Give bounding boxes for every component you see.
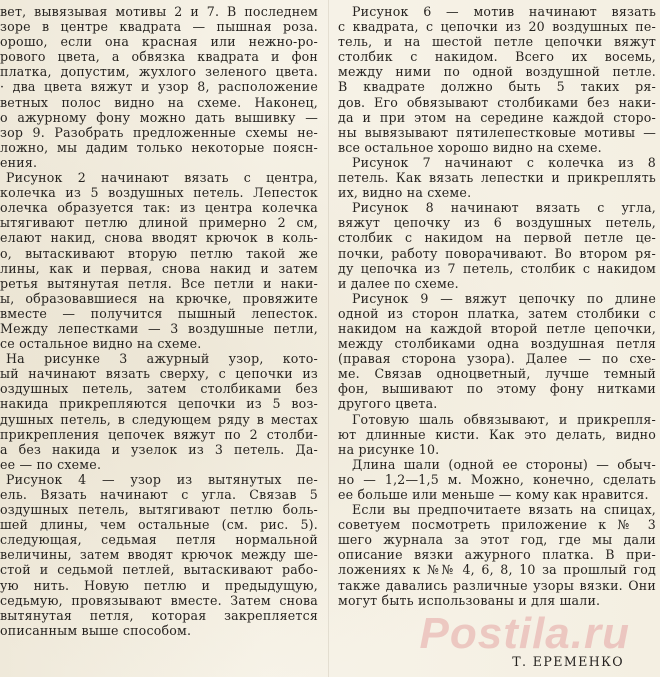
text-line: дов. Его обвязывают столбиками без наки- <box>338 94 656 110</box>
text-line: платка, допустим, жухлого зеленого цвета. <box>0 64 318 80</box>
text-line: Длина шали (одной ее стороны) — обыч- <box>352 456 656 472</box>
text-line: Если вы предпочитаете вязать на спицах, <box>352 502 656 518</box>
text-line: Готовую шаль обвязывают, и прикрепля- <box>352 411 656 427</box>
text-line: Рисунок 8 начинают вязать с угла, <box>352 200 656 216</box>
text-line: ретья вытянутая петля. Все петли и наки- <box>0 275 318 291</box>
text-line: колечка из 5 воздушных петель. Лепесток <box>0 185 318 201</box>
left-text-column <box>0 4 318 638</box>
text-line: да и при этом на середине каждой сторо- <box>338 109 656 125</box>
author-signature: Т. ЕРЕМЕНКО <box>512 654 624 669</box>
text-line: фон, вышивают по этому фону нитками <box>338 381 656 397</box>
text-line: с квадрата, с цепочки из 20 воздушных пе- <box>338 19 656 35</box>
text-line: оздушных петель, затем столбиками без <box>0 381 318 397</box>
text-line: ый начинают вязать сверху, с цепочки из <box>0 366 318 382</box>
text-line: ее больше или меньше — кому как нравится. <box>338 487 649 502</box>
text-line: ытягивают петлю длиной примерно 2 см, <box>0 215 318 231</box>
text-line: накида прикрепляются цепочки из 5 воз- <box>0 396 318 412</box>
text-line: накидом на каждой второй петле цепочки, <box>338 320 656 336</box>
text-line: величины, затем вводят крючок между ше- <box>0 547 318 563</box>
text-line: стой и седьмой петлей, вытаскивают рабо- <box>0 562 318 578</box>
text-line: о, вытаскивают вторую петлю такой же <box>0 245 318 261</box>
text-line: почки, работу поворачивают. Во втором ря- <box>338 245 656 261</box>
text-line: седьмую, провязывают вместе. Затем снова <box>0 592 318 608</box>
text-line: прикрепления цепочек вяжут по 2 столби- <box>0 426 318 442</box>
text-line: о ажурному фону можно дать вышивку — <box>0 109 318 125</box>
text-line: описанным выше способом. <box>0 622 192 638</box>
text-line: ны вывязывают пятилепестковые мотивы — <box>338 124 656 140</box>
text-line: следующая, седьмая петля нормальной <box>0 532 318 548</box>
text-line: все остальное хорошо видно на схеме. <box>338 139 602 155</box>
text-line: · два цвета вяжут и узор 8, расположение <box>0 79 318 95</box>
text-line: шего журнала за этот год, где мы дали <box>338 532 656 548</box>
text-line: елают накид, снова вводят крючок в коль- <box>0 230 318 246</box>
text-line: Рисунок 9 — вяжут цепочку по длине <box>352 290 656 306</box>
column-gutter <box>328 0 329 677</box>
text-line: В квадрате должно быть 5 таких ря- <box>338 79 656 95</box>
text-line: ветных полос видно на схеме. Наконец, <box>0 94 318 110</box>
text-line: ложениях к №№ 4, 6, 8, 10 за прошлый год <box>338 562 656 578</box>
text-line: ы, образовавшиеся на крючке, провяжите <box>0 290 318 306</box>
text-line: оздушных петель, вытягивают петлю боль- <box>0 502 318 518</box>
text-line: между столбиками одна воздушная петля <box>338 336 656 352</box>
text-line: советуем посмотреть приложение к № 3 <box>338 517 656 533</box>
text-line: Рисунок 2 начинают вязать с центра, <box>6 170 318 186</box>
text-line: петель. Как вязать лепестки и прикреплять <box>338 170 656 186</box>
text-line: вытянутая петля, которая закрепляется <box>0 607 318 623</box>
text-line: ложно, мы дадим только некоторые поясн- <box>0 139 318 155</box>
text-line: одной из сторон платка, затем столбики с <box>338 305 656 321</box>
text-line: зор 9. Разобрать предложенные схемы не- <box>0 124 318 140</box>
text-line: зоре в центре квадрата — пышная роза. <box>0 19 318 35</box>
text-line: и далее по схеме. <box>338 275 459 291</box>
text-line: (правая сторона узора). Далее — по схе- <box>338 351 656 367</box>
text-line: на рисунке 10. <box>338 441 440 457</box>
text-line: лины, как и первая, снова накид и затем <box>0 260 318 276</box>
text-line: другого цвета. <box>338 396 438 412</box>
text-line: олечка образуется так: из центра колечка <box>0 200 318 216</box>
text-line: также давались различные узоры вязки. Они <box>338 577 656 593</box>
text-line: ения. <box>0 154 38 170</box>
text-line: тель, и на шестой петле цепочки вяжут <box>338 34 656 50</box>
text-line: шей длины, чем остальные (см. рис. 5). <box>0 517 318 533</box>
text-line: вяжут цепочку из 6 воздушных петель, <box>338 215 656 231</box>
text-line: ель. Вязать начинают с угла. Связав 5 <box>0 487 318 502</box>
text-line: рового цвета, а обвязка квадрата и фон <box>0 49 318 65</box>
text-line: ее — по схеме. <box>0 456 102 472</box>
text-line: между ними по одной воздушной петле. <box>338 64 656 80</box>
text-line: На рисунке 3 ажурный узор, кото- <box>6 351 318 367</box>
text-line: столбик с накидом на первой петле це- <box>338 230 656 246</box>
text-line: их, видно на схеме. <box>338 185 472 201</box>
text-line: ду цепочка из 7 петель, столбик с накидом <box>338 260 656 276</box>
text-line: описание вязки ажурного платка. В при- <box>338 547 656 563</box>
text-line: Рисунок 6 — мотив начинают вязать <box>352 4 656 19</box>
text-line: вет, вывязывая мотивы 2 и 7. В последнем <box>0 4 318 19</box>
text-line: Рисунок 7 начинают с колечка из 8 <box>352 154 656 170</box>
text-line: Между лепестками — 3 воздушные петли, <box>0 320 318 336</box>
text-line: ме. Связав одноцветный, лучше темный <box>338 366 656 382</box>
text-line: но — 1,2—1,5 м. Можно, конечно, сделать <box>338 471 656 487</box>
right-text-column <box>338 4 656 608</box>
text-line: Рисунок 4 — узор из вытянутых пе- <box>6 471 318 487</box>
text-line: орошо, если она красная или нежно-ро- <box>0 34 318 50</box>
text-line: вместе — получится пышный лепесток. <box>0 305 318 321</box>
postila-watermark: Postila.ru <box>419 609 630 658</box>
text-line: а без накида и узелок из 3 петель. Да- <box>0 441 318 457</box>
text-line: се остальное видно на схеме. <box>0 336 202 352</box>
text-line: душных петель, в следующем ряду в местах <box>0 411 318 427</box>
text-line: ую нить. Новую петлю и предыдущую, <box>0 577 318 593</box>
text-line: ют длинные кисти. Как это делать, видно <box>338 426 656 442</box>
text-line: могут быть использованы и для шали. <box>338 592 601 608</box>
text-line: столбик с накидом. Всего их восемь, <box>338 49 656 65</box>
